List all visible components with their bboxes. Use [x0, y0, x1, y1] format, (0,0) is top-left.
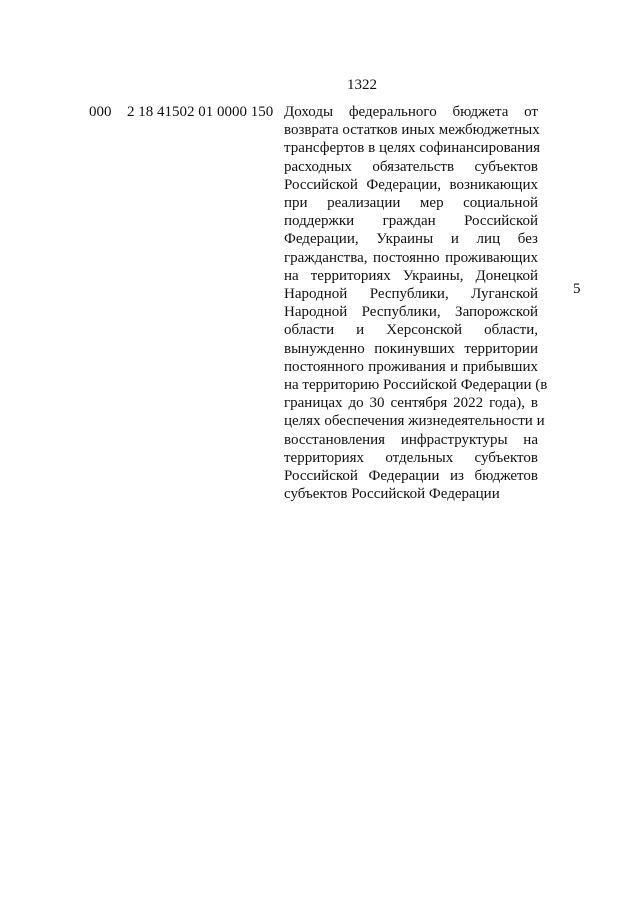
description-line: возврата остатков иных межбюджетных	[284, 122, 540, 139]
description-line: субъектов Российской Федерации	[284, 486, 500, 503]
description-line: Российской Федерации из бюджетов	[284, 468, 538, 485]
description-line: Доходы федерального бюджета от	[284, 104, 538, 120]
description-line: на территориях Украины, Донецкой	[284, 267, 538, 284]
revenue-description	[284, 103, 548, 503]
description-line: трансфертов в целях софинансирования	[284, 140, 541, 157]
amount-value: 5	[573, 281, 581, 297]
description-line: Российской Федерации, возникающих	[284, 176, 538, 193]
description-line: при реализации мер социальной	[284, 195, 538, 212]
budget-classification-code: 2 18 41502 01 0000 150	[127, 104, 274, 120]
description-line: вынужденно покинувших территории	[284, 340, 538, 357]
description-line: расходных обязательств субъектов	[284, 158, 538, 175]
description-line: Народной Республики, Луганской	[284, 286, 538, 303]
description-line: Федерации, Украины и лиц без	[284, 231, 538, 248]
description-line: территориях отдельных субъектов	[284, 449, 538, 466]
description-line: на территорию Российской Федерации (в	[284, 377, 548, 394]
page-number: 1322	[347, 77, 377, 93]
description-line: области и Херсонской области,	[284, 322, 538, 339]
description-line: постоянного проживания и прибывших	[284, 358, 538, 375]
admin-code: 000	[89, 104, 112, 120]
description-line: поддержки граждан Российской	[284, 213, 538, 230]
description-line: гражданства, постоянно проживающих	[284, 249, 538, 266]
description-line: границах до 30 сентября 2022 года), в	[284, 395, 538, 412]
description-line: восстановления инфраструктуры на	[284, 431, 538, 448]
description-line: целях обеспечения жизнедеятельности и	[284, 413, 545, 430]
description-line: Народной Республики, Запорожской	[284, 304, 538, 321]
